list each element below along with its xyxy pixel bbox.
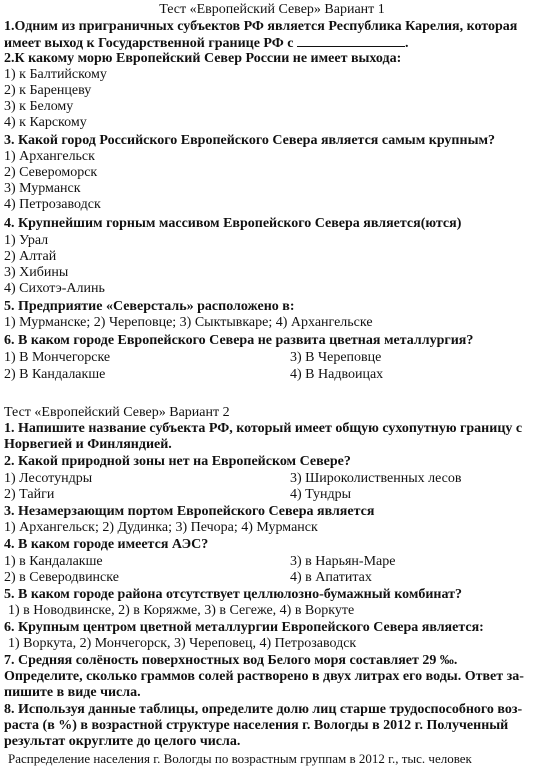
v2-q5-options: 1) в Новодвинске, 2) в Коряжме, 3) в Сегеже, 4) в Воркуте [8,603,355,618]
v2-q3-options: 1) Архангельск; 2) Дудинка; 3) Печора; 4) Мурманск [4,520,318,535]
v1-q1-end: . [404,36,409,51]
v2-q2-option: 3) Широколиственных лесов [290,471,462,486]
v1-q1-text2: имеет выход к Государственной границе РФ с [4,36,294,51]
v2-q4-option: 2) в Северодвинске [4,570,119,585]
v2-q6-options: 1) Воркута, 2) Мончегорск, 3) Череповец, 4) Петрозаводск [8,636,357,651]
v1-q5-options: 1) Мурманске; 2) Череповце; 3) Сыктывкаре; 4) Архангельске [4,315,373,330]
v1-q1-text: 1.Одним из приграничных субъектов РФ является Республика Карелия, которая [4,19,518,34]
variant1-title: Тест «Европейский Север» Вариант 1 [159,2,385,17]
variant2-title: Тест «Европейский Север» Вариант 2 [4,405,230,420]
v2-q4-option: 3) в Нарьян-Маре [290,554,396,569]
v2-q4-text: 4. В каком городе имеется АЭС? [4,537,209,552]
v1-q1-answer-blank [297,35,405,47]
v2-q3-text: 3. Незамерзающим портом Европейского Севера является [4,504,375,519]
v2-q4-option: 4) в Апатитах [290,570,372,585]
v2-q2-option: 2) Тайги [4,487,55,502]
v2-q1-line2: Норвегией и Финляндией. [4,437,172,452]
v1-q5-text: 5. Предприятие «Северсталь» расположено в: [4,299,295,314]
v2-q8-line1: 8. Используя данные таблицы, определите долю лиц старше трудоспособного воз- [4,702,523,717]
v1-q3-text: 3. Какой город Российского Европейского Севера является самым крупным? [4,133,496,148]
v1-q6-option: 2) В Кандалакше [4,367,106,382]
v1-q6-option: 3) В Череповце [290,350,382,365]
v1-q4-option: 1) Урал [4,233,49,248]
v2-q2-option: 1) Лесотундры [4,471,93,486]
v1-q6-option: 1) В Мончегорске [4,350,111,365]
v1-q2-text: 2.К какому морю Европейский Север России не имеет выхода: [4,51,402,66]
v1-q3-option: 1) Архангельск [4,149,95,164]
v1-q4-option: 4) Сихотэ-Алинь [4,281,105,296]
v2-q4-option: 1) в Кандалакше [4,554,103,569]
v2-q2-text: 2. Какой природной зоны нет на Европейском Севере? [4,454,351,469]
v2-q8-line3: результат округлите до целого числа. [4,734,241,749]
v2-q2-option: 4) Тундры [290,487,352,502]
v2-q7-line1: 7. Средняя солёность поверхностных вод Белого моря составляет 29 ‰. [4,653,458,668]
v2-q8-table-caption: Распределение населения г. Вологды по возрастным группам в 2012 г., тыс. человек [8,751,472,766]
v1-q4-option: 2) Алтай [4,249,57,264]
v1-q6-option: 4) В Надвоицах [290,367,384,382]
v1-q1-text-cont [4,35,408,52]
v2-q5-text: 5. В каком городе района отсутствует целлюлозно-бумажный комбинат? [4,587,463,602]
v1-q3-option: 3) Мурманск [4,181,81,196]
v1-q3-option: 2) Североморск [4,165,98,180]
v1-q3-option: 4) Петрозаводск [4,197,101,212]
v1-q2-option: 4) к Карскому [4,115,87,130]
v1-q4-option: 3) Хибины [4,265,69,280]
v1-q2-option: 2) к Баренцеву [4,83,92,98]
v2-q7-line3: пишите в виде числа. [4,685,141,700]
v1-q6-text: 6. В каком городе Европейского Севера не развита цветная металлургия? [4,333,474,348]
v1-q2-option: 1) к Балтийскому [4,67,107,82]
v2-q8-line2: раста (в %) в возрастной структуре населения г. Вологды в 2012 г. Полученный [4,718,509,733]
v2-q1-line1: 1. Напишите название субъекта РФ, который имеет общую сухопутную границу с [4,421,523,436]
v1-q2-option: 3) к Белому [4,99,74,114]
v1-q4-text: 4. Крупнейшим горным массивом Европейского Севера является(ются) [4,216,462,231]
v2-q7-line2: Определите, сколько граммов солей растворено в двух литрах его воды. Ответ за- [4,669,524,684]
v2-q6-text: 6. Крупным центром цветной металлургии Европейского Севера является: [4,620,484,635]
